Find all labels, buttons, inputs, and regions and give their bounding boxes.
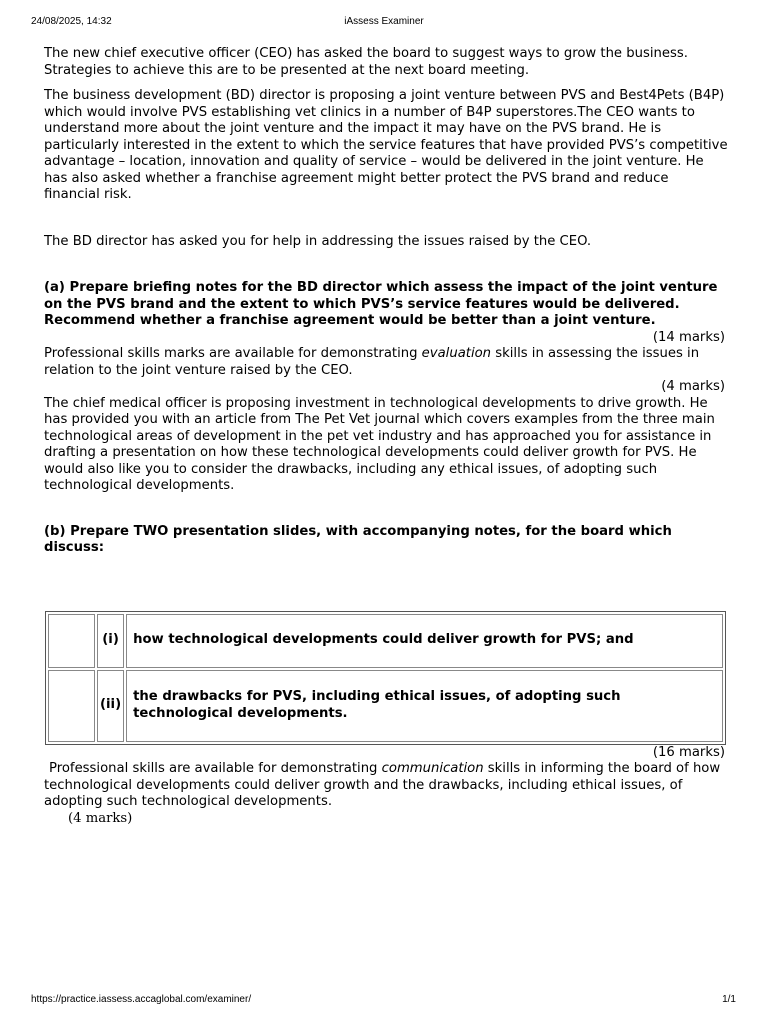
marks-a-skills: (4 marks) xyxy=(661,379,725,394)
page-number: 1/1 xyxy=(722,994,736,1005)
question-content xyxy=(44,46,728,827)
print-header xyxy=(0,16,768,30)
requirement-text: the drawbacks for PVS, including ethical issues, of adopting such technological developments. xyxy=(126,670,723,742)
paragraph-technology: The chief medical officer is proposing investment in technological developments to drive growth. He has provided you with an article from The Pet Vet journal which covers examples from the three main technological areas of development in the pet vet industry and has approached you for assistance in drafting a presentation on how these technological developments could deliver growth for PVS. He would also like you to consider the drawbacks, including any ethical issues, of adopting such technological developments. xyxy=(44,395,715,493)
table-row xyxy=(48,670,723,742)
table-cell-empty xyxy=(48,670,95,742)
requirements-table xyxy=(45,611,726,745)
table-cell-empty xyxy=(48,614,95,668)
evaluation-text-before: Professional skills marks are available for demonstrating xyxy=(44,346,422,361)
evaluation-emphasis: evaluation xyxy=(421,346,492,361)
marks-b: (16 marks) xyxy=(652,744,725,760)
page-url: https://practice.iassess.accaglobal.com/examiner/ xyxy=(31,994,252,1005)
evaluation-text-after: skills in assessing the issues in relation to the joint venture raised by the CEO. xyxy=(44,346,700,378)
requirement-number: (i) xyxy=(97,614,124,668)
paragraph-ceo-request: The new chief executive officer (CEO) has asked the board to suggest ways to grow the business. Strategies to achieve this are to be presented at the next board meeting. xyxy=(44,46,688,78)
communication-emphasis: communication xyxy=(381,761,484,776)
paragraph-communication-skills xyxy=(44,761,728,811)
requirement-number: (ii) xyxy=(97,670,124,742)
communication-text-after: skills in informing the board of how technological developments could deliver growth and the drawbacks, including ethical issues, of adopting such technological developments. xyxy=(44,761,721,809)
paragraph-evaluation-skills xyxy=(44,346,728,379)
print-title: iAssess Examiner xyxy=(344,16,424,27)
table-row xyxy=(48,614,723,668)
marks-a: (14 marks) xyxy=(652,329,725,345)
print-datetime: 24/08/2025, 14:32 xyxy=(31,16,112,27)
paragraph-joint-venture: The business development (BD) director is proposing a joint venture between PVS and Best4Pets (B4P) which would involve PVS establishing vet clinics in a number of B4P superstores.The CEO wants to understand more about the joint venture and the impact it may have on the PVS brand. He is particularly interested in the extent to which the service features that have provided PVS’s competitive advantage – location, innovation and quality of service – would be delivered in the joint venture. He has also asked whether a franchise agreement might better protect the PVS brand and reduce financial risk. xyxy=(44,88,728,202)
communication-text-before: Professional skills are available for demonstrating xyxy=(49,761,382,776)
question-a: (a) Prepare briefing notes for the BD director which assess the impact of the joint venture on the PVS brand and the extent to which PVS’s service features would be delivered. Recommend whether a franchise agreement would be better than a joint venture. xyxy=(44,280,718,328)
question-b: (b) Prepare TWO presentation slides, with accompanying notes, for the board which discuss: xyxy=(44,523,672,555)
marks-b-skills: (4 marks) xyxy=(68,810,133,826)
paragraph-bd-help: The BD director has asked you for help in addressing the issues raised by the CEO. xyxy=(44,233,592,249)
print-footer xyxy=(0,994,768,1008)
requirement-text: how technological developments could deliver growth for PVS; and xyxy=(126,614,723,668)
